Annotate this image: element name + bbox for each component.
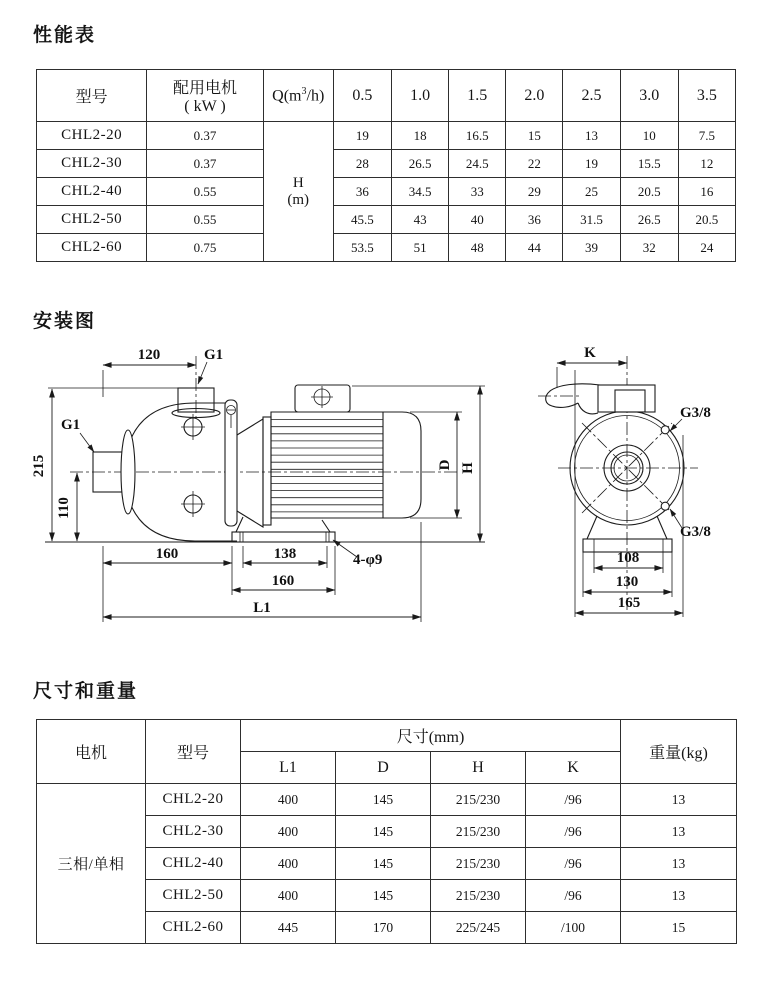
perf-header-motor-line1: 配用电机 — [172, 80, 237, 97]
dimensions-section-title: 尺寸和重量 — [33, 681, 139, 702]
dimensions-table — [36, 719, 737, 944]
dims-l1: 400 — [241, 816, 336, 848]
dim-108: 108 — [616, 550, 640, 566]
installation-section-title: 安装图 — [33, 311, 97, 332]
perf-header-motor-line2: ( kW ) — [184, 98, 226, 115]
perf-value: 40 — [449, 206, 506, 234]
dims-h: 215/230 — [431, 880, 526, 912]
g38-top-label: G3/8 — [680, 405, 711, 421]
perf-value: 22 — [506, 150, 563, 178]
perf-value: 16 — [678, 178, 735, 206]
perf-model: CHL2-50 — [37, 206, 147, 234]
discharge-spout — [538, 384, 655, 414]
perf-header-q5: 2.5 — [563, 70, 620, 122]
perf-value: 31.5 — [563, 206, 620, 234]
dims-header-model: 型号 — [146, 720, 241, 784]
perf-value: 13 — [563, 122, 620, 150]
perf-header-q4: 2.0 — [506, 70, 563, 122]
perf-power: 0.55 — [147, 178, 263, 206]
perf-header-q3: 1.5 — [449, 70, 506, 122]
installation-drawing — [30, 340, 750, 630]
perf-header-flow — [263, 70, 333, 122]
perf-value: 16.5 — [449, 122, 506, 150]
dims-d: 145 — [336, 816, 431, 848]
perf-value: 39 — [563, 234, 620, 262]
perf-value: 25 — [563, 178, 620, 206]
dims-l1: 445 — [241, 912, 336, 944]
perf-value: 43 — [391, 206, 448, 234]
perf-value: 53.5 — [333, 234, 391, 262]
dims-d: 145 — [336, 880, 431, 912]
perf-power: 0.37 — [147, 150, 263, 178]
dim-160-foot: 160 — [271, 573, 295, 589]
dims-k: /96 — [526, 848, 621, 880]
dim-l1: L1 — [253, 600, 271, 616]
dims-motor-type: 三相/单相 — [37, 784, 146, 944]
perf-header-q6: 3.0 — [620, 70, 678, 122]
dims-h: 225/245 — [431, 912, 526, 944]
perf-value: 20.5 — [678, 206, 735, 234]
perf-power: 0.55 — [147, 206, 263, 234]
dims-k: /96 — [526, 880, 621, 912]
perf-value: 28 — [333, 150, 391, 178]
perf-value: 36 — [506, 206, 563, 234]
perf-head-unit-cell — [263, 122, 333, 262]
dims-h: 215/230 — [431, 784, 526, 816]
dim-width-120: 120 — [137, 347, 161, 363]
pump-side-view — [31, 347, 485, 622]
head-unit: (m) — [287, 191, 310, 208]
dims-header-k: K — [526, 752, 621, 784]
dims-d: 145 — [336, 848, 431, 880]
perf-value: 33 — [449, 178, 506, 206]
dims-model: CHL2-30 — [146, 816, 241, 848]
perf-model: CHL2-30 — [37, 150, 147, 178]
perf-value: 19 — [563, 150, 620, 178]
perf-value: 24 — [678, 234, 735, 262]
dims-l1: 400 — [241, 784, 336, 816]
dims-d: 145 — [336, 784, 431, 816]
dims-weight: 13 — [621, 784, 737, 816]
dim-130: 130 — [615, 574, 639, 590]
flow-unit-suffix: /h) — [306, 87, 325, 105]
lantern-bracket — [225, 400, 271, 527]
dims-header-l1: L1 — [241, 752, 336, 784]
perf-power: 0.37 — [147, 122, 263, 150]
dims-weight: 13 — [621, 880, 737, 912]
perf-value: 51 — [391, 234, 448, 262]
pump-front-view — [538, 345, 711, 617]
dim-165: 165 — [617, 595, 641, 611]
g1-top-label: G1 — [204, 347, 224, 363]
dims-weight: 13 — [621, 816, 737, 848]
perf-model: CHL2-20 — [37, 122, 147, 150]
plug-screw-bottom — [181, 491, 205, 517]
flow-unit-sup: 3 — [301, 85, 307, 97]
dims-header-motor: 电机 — [37, 720, 146, 784]
pump-casing — [93, 356, 237, 541]
dim-k: K — [584, 345, 596, 361]
dim-160-left: 160 — [155, 546, 179, 562]
dims-k: /96 — [526, 784, 621, 816]
perf-value: 26.5 — [620, 206, 678, 234]
dims-model: CHL2-60 — [146, 912, 241, 944]
motor — [271, 385, 421, 518]
performance-table — [36, 69, 736, 262]
perf-value: 18 — [391, 122, 448, 150]
perf-value: 45.5 — [333, 206, 391, 234]
g38-bottom-label: G3/8 — [680, 524, 711, 540]
perf-value: 32 — [620, 234, 678, 262]
dims-d: 170 — [336, 912, 431, 944]
flow-unit-prefix: Q(m — [272, 87, 302, 105]
perf-value: 44 — [506, 234, 563, 262]
dim-138: 138 — [273, 546, 297, 562]
perf-header-q7: 3.5 — [678, 70, 735, 122]
dims-k: /96 — [526, 816, 621, 848]
g1-left-label: G1 — [61, 417, 81, 433]
dim-height-110: 110 — [56, 497, 72, 519]
perf-header-model: 型号 — [37, 70, 147, 122]
dims-h: 215/230 — [431, 848, 526, 880]
perf-value: 48 — [449, 234, 506, 262]
perf-model: CHL2-40 — [37, 178, 147, 206]
dims-weight: 15 — [621, 912, 737, 944]
perf-header-q1: 0.5 — [333, 70, 391, 122]
dims-model: CHL2-50 — [146, 880, 241, 912]
perf-value: 15 — [506, 122, 563, 150]
dims-header-d: D — [336, 752, 431, 784]
perf-power: 0.75 — [147, 234, 263, 262]
perf-value: 10 — [620, 122, 678, 150]
perf-model: CHL2-60 — [37, 234, 147, 262]
dims-weight: 13 — [621, 848, 737, 880]
inlet-flange — [121, 430, 135, 514]
dims-header-size: 尺寸(mm) — [241, 720, 621, 752]
perf-header-motor — [147, 70, 263, 122]
perf-value: 15.5 — [620, 150, 678, 178]
bolt-holes — [240, 532, 329, 542]
perf-value: 36 — [333, 178, 391, 206]
perf-value: 34.5 — [391, 178, 448, 206]
dims-l1: 400 — [241, 880, 336, 912]
dims-k: /100 — [526, 912, 621, 944]
holes-callout: 4-φ9 — [353, 552, 383, 568]
front-mounting-foot — [583, 516, 672, 552]
dims-header-weight: 重量(kg) — [621, 720, 737, 784]
dims-h: 215/230 — [431, 816, 526, 848]
dims-header-h: H — [431, 752, 526, 784]
motor-fins — [271, 420, 383, 512]
performance-section-title: 性能表 — [33, 25, 97, 46]
perf-value: 26.5 — [391, 150, 448, 178]
dim-height-215: 215 — [31, 454, 47, 478]
dim-d: D — [437, 459, 453, 471]
dims-model: CHL2-40 — [146, 848, 241, 880]
dims-l1: 400 — [241, 848, 336, 880]
dims-model: CHL2-20 — [146, 784, 241, 816]
mounting-foot — [232, 517, 335, 542]
perf-value: 7.5 — [678, 122, 735, 150]
perf-value: 24.5 — [449, 150, 506, 178]
perf-value: 20.5 — [620, 178, 678, 206]
perf-header-q2: 1.0 — [391, 70, 448, 122]
perf-value: 12 — [678, 150, 735, 178]
head-label: H — [292, 174, 304, 191]
g38-port-bottom — [661, 502, 669, 510]
dim-h: H — [460, 462, 476, 474]
perf-value: 19 — [333, 122, 391, 150]
perf-value: 29 — [506, 178, 563, 206]
g38-port-top — [661, 426, 669, 434]
